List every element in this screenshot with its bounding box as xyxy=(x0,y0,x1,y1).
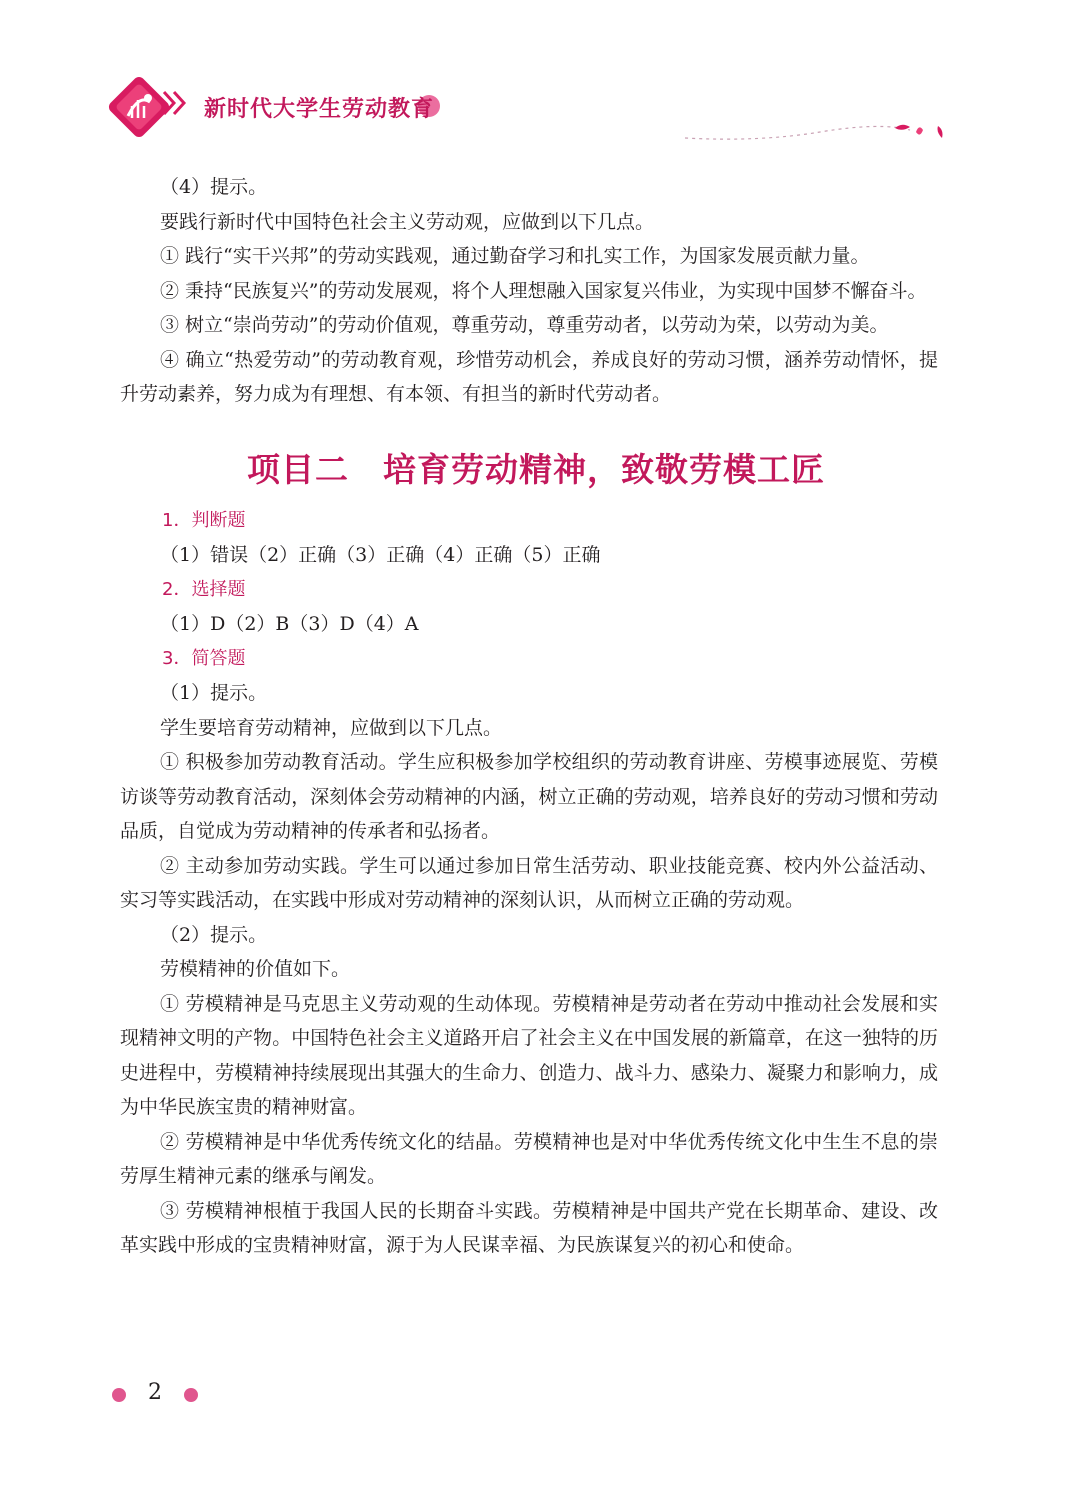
paragraph: （4）提示。 xyxy=(160,176,268,198)
book-title: 新时代大学生劳动教育 xyxy=(204,97,435,122)
decorative-line-icon xyxy=(680,118,950,148)
paragraph: ① 积极参加劳动教育活动。学生应积极参加学校组织的劳动教育讲座、劳模事迹展览、劳模访谈等劳动教育活动，深刻体会劳动精神的内涵，树立正确的劳动观，培养良好的劳动习惯和劳动品质，自觉成为劳动精神的传承者和弘扬者。 xyxy=(120,751,938,842)
paragraph: ② 秉持“民族复兴”的劳动发展观，将个人理想融入国家复兴伟业，为实现中国梦不懈奋斗。 xyxy=(160,279,927,302)
paragraph: ② 劳模精神是中华优秀传统文化的结晶。劳模精神也是对中华优秀传统文化中生生不息的崇劳厚生精神元素的继承与阐发。 xyxy=(120,1130,938,1187)
footer-dot-right xyxy=(184,1388,198,1402)
paragraph: 要践行新时代中国特色社会主义劳动观，应做到以下几点。 xyxy=(160,210,655,233)
question-heading: 2．选择题 xyxy=(162,578,246,600)
question-heading: 3．简答题 xyxy=(162,647,246,669)
page-header xyxy=(0,0,1083,160)
paragraph: （1）提示。 xyxy=(160,682,268,704)
paragraph: 学生要培育劳动精神，应做到以下几点。 xyxy=(160,716,503,739)
paragraph: ③ 树立“崇尚劳动”的劳动价值观，尊重劳动，尊重劳动者，以劳动为荣，以劳动为美。 xyxy=(160,314,889,336)
paragraph: （2）提示。 xyxy=(160,923,268,946)
page-footer xyxy=(112,1380,232,1410)
question-heading: 1．判断题 xyxy=(162,509,246,531)
paragraph: （1）错误（2）正确（3）正确（4）正确（5）正确 xyxy=(160,544,601,566)
paragraph: ③ 劳模精神根植于我国人民的长期奋斗实践。劳模精神是中国共产党在长期革命、建设、改革实践中形成的宝贵精神财富，源于为人民谋幸福、为民族谋复兴的初心和使命。 xyxy=(120,1199,938,1256)
paragraph: ④ 确立“热爱劳动”的劳动教育观，珍惜劳动机会，养成良好的劳动习惯，涵养劳动情怀，提升劳动素养，努力成为有理想、有本领、有担当的新时代劳动者。 xyxy=(120,348,938,405)
page-number: 2 xyxy=(148,1380,162,1405)
paragraph: （1）D（2）B（3）D（4）A xyxy=(160,613,419,635)
paragraph: ① 践行“实干兴邦”的劳动实践观，通过勤奋学习和扎实工作，为国家发展贡献力量。 xyxy=(160,245,870,267)
paragraph: 劳模精神的价值如下。 xyxy=(160,958,351,980)
footer-dot-left xyxy=(112,1388,126,1402)
paragraph: ① 劳模精神是马克思主义劳动观的生动体现。劳模精神是劳动者在劳动中推动社会发展和实现精神文明的产物。中国特色社会主义道路开启了社会主义在中国发展的新篇章，在这一独特的历史进程中，劳模精神持续展现出其强大的生命力、创造力、战斗力、感染力、凝聚力和影响力，成为中华民族宝贵的精神财富。 xyxy=(120,992,938,1118)
chevrons-icon xyxy=(160,88,190,118)
page-content xyxy=(120,170,938,1263)
paragraph: ② 主动参加劳动实践。学生可以通过参加日常生活劳动、职业技能竞赛、校内外公益活动、实习等实践活动，在实践中形成对劳动精神的深刻认识，从而树立正确的劳动观。 xyxy=(120,854,938,911)
section-title: 项目二 培育劳动精神，致敬劳模工匠 xyxy=(247,449,825,489)
